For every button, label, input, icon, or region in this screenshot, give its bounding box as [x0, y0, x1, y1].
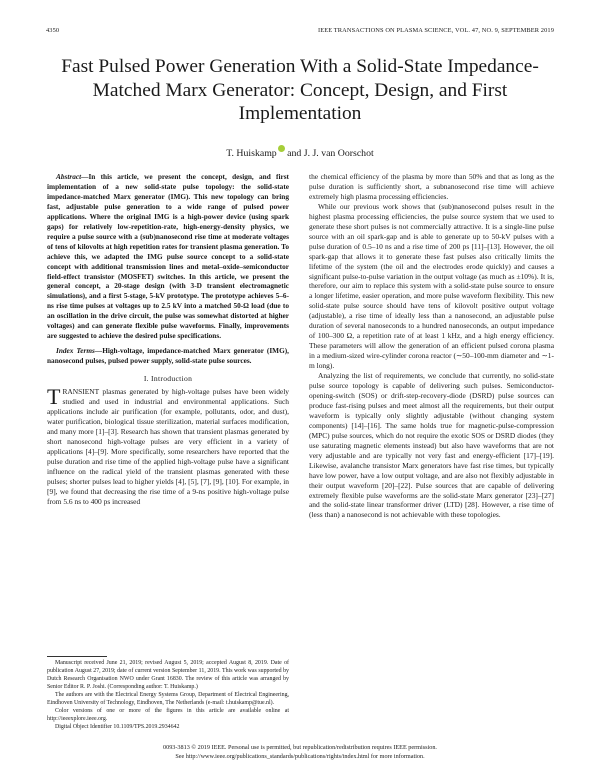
footnote-affiliation: The authors are with the Electrical Energy Systems Group, Department of Electrical Engineering, Eindhoven University of Technology, Eindhoven, The Netherlands (e-mail: t.huiskamp@tue.nl).: [47, 692, 289, 706]
paper-title: Fast Pulsed Power Generation With a Solid-State Impedance-Matched Marx Generator: Concept, Design, and First Implementation: [61, 56, 539, 124]
abstract-lead: Abstract: [56, 172, 82, 181]
body-paragraph-1: the chemical efficiency of the plasma by more than 50% and that as long as the pulse duration is sufficiently short, a subnanosecond rise time will achieve extremely high plasma processing efficiencies.: [309, 172, 554, 201]
index-terms-lead: Index Terms: [56, 346, 95, 356]
section-heading: I. Introduction: [143, 374, 193, 384]
abstract: Abstract—In this article, we present the concept, design, and first implementation of a new solid-state pulse topology: the solid-state impedance-matched Marx generator (IMG). This new topology can bring fast, adjustable pulse generation to a wide range of pulsed power applications. Where the original IMG is a high-power device (using spark gaps) for relatively low-repetition-rate, high-energy-density physics, we require a pulse source with a (sub)nanosecond rise time at moderate voltages of tens of kilovolts at high repetition rates for transient plasma generation. To achieve this, we adapted the IMG pulse source concept to a solid-state concept with additional transmission lines and metal–oxide–semiconductor field-effect transistor (MOSFET) switches. In this article, we present the general concept, a 20-stage design (with 3-D transient electromagnetic simulations), and a first 5-stage, 5-kV prototype. The prototype achieves 5–6-ns rise time pulses at voltages up to 2.5 kV into a matched 50-Ω load (due to an oscillation in the drive circuit, the pulse was somewhat distorted at higher voltages) and can generate flexible pulse waveforms. Finally, improvements are suggested to achieve the desired pulse specifications.: [47, 172, 289, 341]
author-first: T. Huiskamp: [226, 148, 277, 159]
intro-paragraph: [47, 384, 289, 506]
journal-name: IEEE TRANSACTIONS ON PLASMA SCIENCE, VOL. 47, NO. 9, SEPTEMBER 2019: [317, 27, 554, 34]
copyright-notice: [40, 744, 560, 761]
author-line: [40, 145, 560, 159]
intro-lead: RANSIENT: [62, 387, 100, 397]
dropcap: T: [47, 384, 61, 410]
author-connector: and: [284, 148, 304, 159]
copyright-line-1: 0093-3813 © 2019 IEEE. Personal use is permitted, but republication/redistribution requires IEEE permission.: [163, 744, 437, 751]
index-terms: Index Terms—High-voltage, impedance-matched Marx generator (IMG), nanosecond pulses, pulsed power supply, solid-state pulse sources.: [47, 346, 290, 366]
page-number: 4350: [46, 27, 60, 34]
footnote-manuscript: Manuscript received June 21, 2019; revised August 5, 2019; accepted August 8, 2019. Date of publication August 27, 2019; date of current version September 11, 2019. This work was supported by Dutch Research Organisation NWO under Grant 16830. The review of this article was arranged by Senior Editor R. P. Joshi. (Corresponding author: T. Huiskamp.): [47, 660, 289, 690]
intro-text: plasmas generated by high-voltage pulses have been widely studied and used in industrial and environmental applications. Such applications include air purification (for example, pollutants, odor, and dust), water purification, biological tissue sterilization, material surfaces modification, and many more [1]–[3]. Research has shown that transient plasmas generated by short nanosecond high-voltage pulses are very efficient in a variety of applications [4]–[9]. More specifically, some researchers have reported that the pulse duration and rise time of the applied high-voltage pulse have a significant influence on the radical yield of the transient plasmas generated with these pulses; shorter pulses lead to higher yields [4], [5], [7], [9], [10]. For example, in [9], we found that decreasing the rise time of a 9-ns positive high-voltage pulse from 5.6 ns to 400 ps increased: [47, 387, 289, 506]
footnotes: [47, 659, 289, 731]
abstract-text: In this article, we present the concept, design, and first implementation of a new solid-state pulse topology: the solid-state impedance-matched Marx generator (IMG). This new topology can bring fast, adjustable pulse generation to a wide range of pulsed power applications. Where the original IMG is a high-power device (using spark gaps) for relatively low-repetition-rate, high-energy-density physics, we require a pulse source with a (sub)nanosecond rise time at moderate voltages of tens of kilovolts at high repetition rates for transient plasma generation. To achieve this, we adapted the IMG pulse source concept to a solid-state concept with additional transmission lines and metal–oxide–semiconductor field-effect transistor (MOSFET) switches. In this article, we present the general concept, a 20-stage design (with 3-D transient electromagnetic simulations), and a first 5-stage, 5-kV prototype. The prototype achieves 5–6-ns rise time pulses at voltages up to 2.5 kV into a matched 50-Ω load (due to an oscillation in the drive circuit, the pulse was somewhat distorted at higher voltages) and can generate flexible pulse waveforms. Finally, improvements are suggested to achieve the desired pulse specifications.: [47, 172, 289, 341]
footnote-doi: Digital Object Identifier 10.1109/TPS.2019.2934642: [55, 724, 180, 730]
footnote-divider: [47, 656, 107, 657]
left-column: [47, 172, 289, 507]
copyright-line-2: See http://www.ieee.org/publications_standards/publications/rights/index.html for more information.: [175, 752, 425, 760]
author-second: J. J. van Oorschot: [303, 148, 374, 159]
body-paragraph-3: Analyzing the list of requirements, we conclude that currently, no solid-state pulse source topology is capable of delivering such pulses. Semiconductor-opening-switch (SOS) or drift-step-recovery-diode (DSRD) pulse sources can produce fast-rising pulses and meet almost all the requirements, but their output waveform is typically only slightly adjustable (without changing system components) [14]–[16]. The same holds true for magnetic-pulse-compression (MPC) pulse sources, which do not require the exotic SOS or DSRD diodes (they use saturating magnetic elements instead) but also have waveforms that are not very adjustable and are typically not very fast and energy-efficient [17]–[19]. Likewise, avalanche transistor Marx generators have fast rise times, but typically have low power, have a low output voltage, and are also not flexibly adjustable in their output waveform [20]–[22]. Pulse sources that are capable of delivering extremely flexible pulse waveforms are the solid-state Marx generator [23]–[27] and the solid-state linear transformer driver (LTD) [28]. However, a rise time of (less than) a nanosecond is not achievable with these topologies.: [309, 371, 554, 520]
index-terms-text: High-voltage, impedance-matched Marx generator (IMG), nanosecond pulses, pulsed power supply, solid-state pulse sources.: [47, 346, 290, 366]
body-paragraph-2: While our previous work shows that (sub)nanosecond pulses result in the highest plasma processing efficiencies, the pulse source system that we used to generate these short pulses is not commercially attractive. It is a single-line pulse source with an oil spark-gap and is able to generate up to 50-kV pulses with a pulse duration of 0.5–10 ns and a rise time of 200 ps [11]–[13]. However, the oil spark-gap that allows it to generate these fast pulses also critically limits the lifetime of the system (the oil and the electrodes erode quickly) and causes a significant pulse-to-pulse variation in the output voltage (as much as ±10%). It is, therefore, our aim to replace this system with a solid-state pulse source to ensure a longer lifetime, easier operation, and more pulse waveform flexibility. This new solid-state pulse source should have tens of kilovolt positive output voltage (adjustable), a rise time of ideally less than a nanosecond, an adjustable pulse duration of several nanoseconds to a hundred nanoseconds, an output impedance of 100–300 Ω, a repetition rate of at least 1 kHz, and a high energy efficiency. These parameters will allow the generation of an efficient pulsed corona plasma in a medium-sized wire-cylinder corona reactor (∼50–100-mm diameter and ∼1-m long).: [309, 201, 554, 371]
orcid-icon[interactable]: [278, 145, 285, 152]
right-column: [309, 172, 554, 520]
running-header: [46, 27, 554, 37]
footnote-color: Color versions of one or more of the figures in this article are available online at http://ieeexplore.ieee.org.: [47, 708, 289, 722]
